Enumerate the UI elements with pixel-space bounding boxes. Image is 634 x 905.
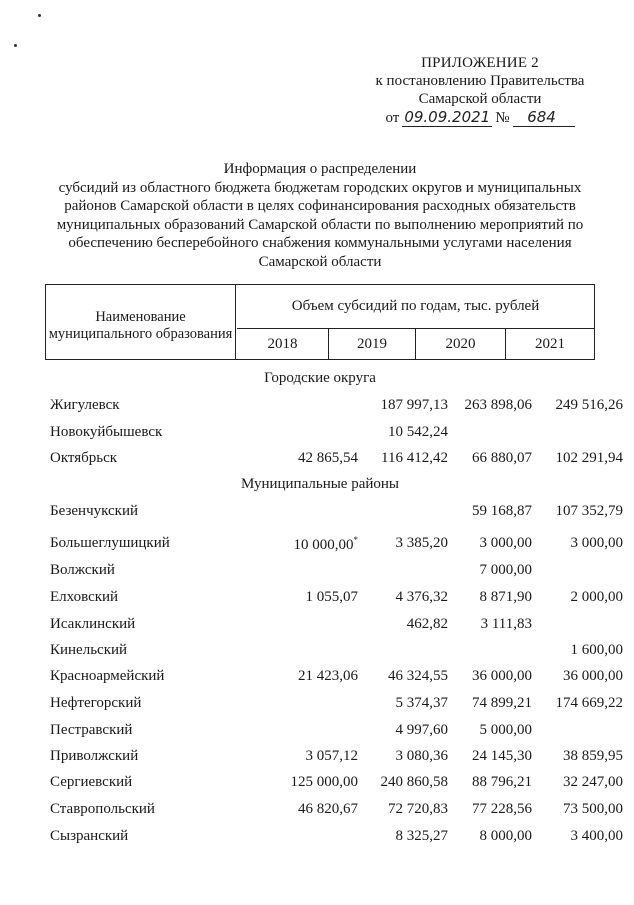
value-2019: 46 324,55 <box>388 668 448 684</box>
value-2020: 59 168,87 <box>472 503 532 519</box>
value-2021: 32 247,00 <box>563 774 623 790</box>
value-2019: 4 376,32 <box>395 589 448 605</box>
value-2021: 2 000,00 <box>570 589 623 605</box>
value-2019: 8 325,27 <box>395 828 448 844</box>
value-2020: 3 000,00 <box>479 535 532 551</box>
municipality-name: Сергиевский <box>50 774 133 790</box>
value-2019: 187 997,13 <box>380 397 448 413</box>
municipality-name: Красноармейский <box>50 668 165 684</box>
value-2021: 249 516,26 <box>555 397 623 413</box>
value-2021: 107 352,79 <box>555 503 623 519</box>
municipality-name: Приволжский <box>50 748 139 764</box>
appendix-block <box>360 54 600 127</box>
value-2020: 8 871,90 <box>479 589 532 605</box>
number-sign: № <box>495 110 510 126</box>
municipality-name: Сызранский <box>50 828 129 844</box>
value-2019: 462,82 <box>406 616 448 632</box>
value-2021: 36 000,00 <box>563 668 623 684</box>
table-row <box>45 424 595 444</box>
table-header <box>45 284 595 360</box>
value-2019: 240 860,58 <box>380 774 448 790</box>
value-2020: 3 111,83 <box>480 616 532 632</box>
value-2018: 42 865,54 <box>298 450 358 466</box>
municipality-name: Елховский <box>50 589 119 605</box>
value-2020: 36 000,00 <box>472 668 532 684</box>
header-year-2018: 2018 <box>237 329 329 359</box>
title-line: субсидий из областного бюджета бюджетам городских округов и муниципальных <box>58 179 582 196</box>
municipality-name: Кинельский <box>50 642 128 658</box>
title-line: районов Самарской области в целях софинансирования расходных обязательств <box>64 198 576 214</box>
value-2019: 72 720,83 <box>388 801 448 817</box>
title-line: Информация о распределении <box>223 161 417 177</box>
table-row <box>45 589 623 609</box>
value-2021: 1 600,00 <box>570 642 623 658</box>
municipality-name: Исаклинский <box>50 616 136 632</box>
section-title: Городские округа <box>264 370 376 386</box>
value-2020: 263 898,06 <box>464 397 532 413</box>
value-2020: 5 000,00 <box>479 722 532 738</box>
scan-speck <box>38 14 41 17</box>
value-2020: 24 145,30 <box>472 748 532 764</box>
municipality-name: Ставропольский <box>50 801 155 817</box>
table-row <box>45 397 623 417</box>
value-2019: 3 385,20 <box>395 535 448 551</box>
value-2020: 66 880,07 <box>472 450 532 466</box>
appendix-ot: от <box>385 110 400 126</box>
table-row <box>45 695 623 715</box>
table-row <box>45 748 623 768</box>
value-2020: 74 899,21 <box>472 695 532 711</box>
table-row <box>45 642 623 662</box>
value-2021: 38 859,95 <box>563 748 623 764</box>
document-title <box>30 160 610 271</box>
value-2021: 3 400,00 <box>570 828 623 844</box>
value-2020: 7 000,00 <box>479 562 532 578</box>
value-2020: 88 796,21 <box>472 774 532 790</box>
value-2019: 4 997,60 <box>395 722 448 738</box>
value-2020: 77 228,56 <box>472 801 532 817</box>
appendix-date-line <box>360 108 600 127</box>
municipality-name: Нефтегорский <box>50 695 142 711</box>
handwritten-date: 09.09.2021 <box>404 108 491 126</box>
table-row <box>45 503 623 523</box>
municipality-name: Пестравский <box>50 722 133 738</box>
value-2018: 125 000,00 <box>290 774 358 790</box>
title-line: обеспечению бесперебойного снабжения коммунальными услугами населения <box>68 235 572 251</box>
municipality-name: Октябрьск <box>50 450 118 466</box>
table-row <box>45 801 623 821</box>
value-2019: 116 412,42 <box>381 450 448 466</box>
table-row <box>45 668 623 688</box>
table-row <box>45 535 623 555</box>
value-2018: 1 055,07 <box>305 589 358 605</box>
municipality-name: Новокуйбышевск <box>50 424 163 440</box>
value-2021: 73 500,00 <box>563 801 623 817</box>
municipality-name: Большеглушицкий <box>50 535 170 551</box>
handwritten-number: 684 <box>513 108 575 127</box>
table-row <box>45 616 595 636</box>
header-year-2020: 2020 <box>416 329 506 359</box>
value-2021: 3 000,00 <box>570 535 623 551</box>
value-2018: 21 423,06 <box>298 668 358 684</box>
municipality-name: Безенчукский <box>50 503 139 519</box>
header-year-2019: 2019 <box>329 329 416 359</box>
footnote-mark: * <box>353 535 358 545</box>
appendix-region: Самарской области <box>418 91 542 107</box>
table-row <box>45 562 595 582</box>
value-2019: 10 542,24 <box>388 424 448 440</box>
header-group-cell: Объем субсидий по годам, тыс. рублей <box>237 285 594 329</box>
value-2021: 102 291,94 <box>555 450 623 466</box>
header-year-2021: 2021 <box>535 335 565 352</box>
value-2018: 46 820,67 <box>298 801 358 817</box>
appendix-title: ПРИЛОЖЕНИЕ 2 <box>421 55 539 71</box>
scan-speck <box>14 44 17 47</box>
table-row <box>45 774 623 794</box>
municipality-name: Волжский <box>50 562 115 578</box>
table-row <box>45 722 595 742</box>
value-2018: 10 000,00* <box>293 535 358 553</box>
table-row <box>45 828 623 848</box>
value-2020: 8 000,00 <box>479 828 532 844</box>
value-2019: 3 080,36 <box>395 748 448 764</box>
title-line: Самарской области <box>258 253 382 270</box>
value-2018: 3 057,12 <box>305 748 358 764</box>
value-2021: 174 669,22 <box>555 695 623 711</box>
municipality-name: Жигулевск <box>50 397 120 413</box>
value-2019: 5 374,37 <box>395 695 448 711</box>
appendix-resolution: к постановлению Правительства <box>375 73 585 89</box>
header-name-cell: Наименование муниципального образования <box>46 285 236 359</box>
table-row <box>45 450 623 470</box>
title-line: муниципальных образований Самарской области по выполнению мероприятий по <box>56 216 584 233</box>
section-title: Муниципальные районы <box>240 476 400 492</box>
